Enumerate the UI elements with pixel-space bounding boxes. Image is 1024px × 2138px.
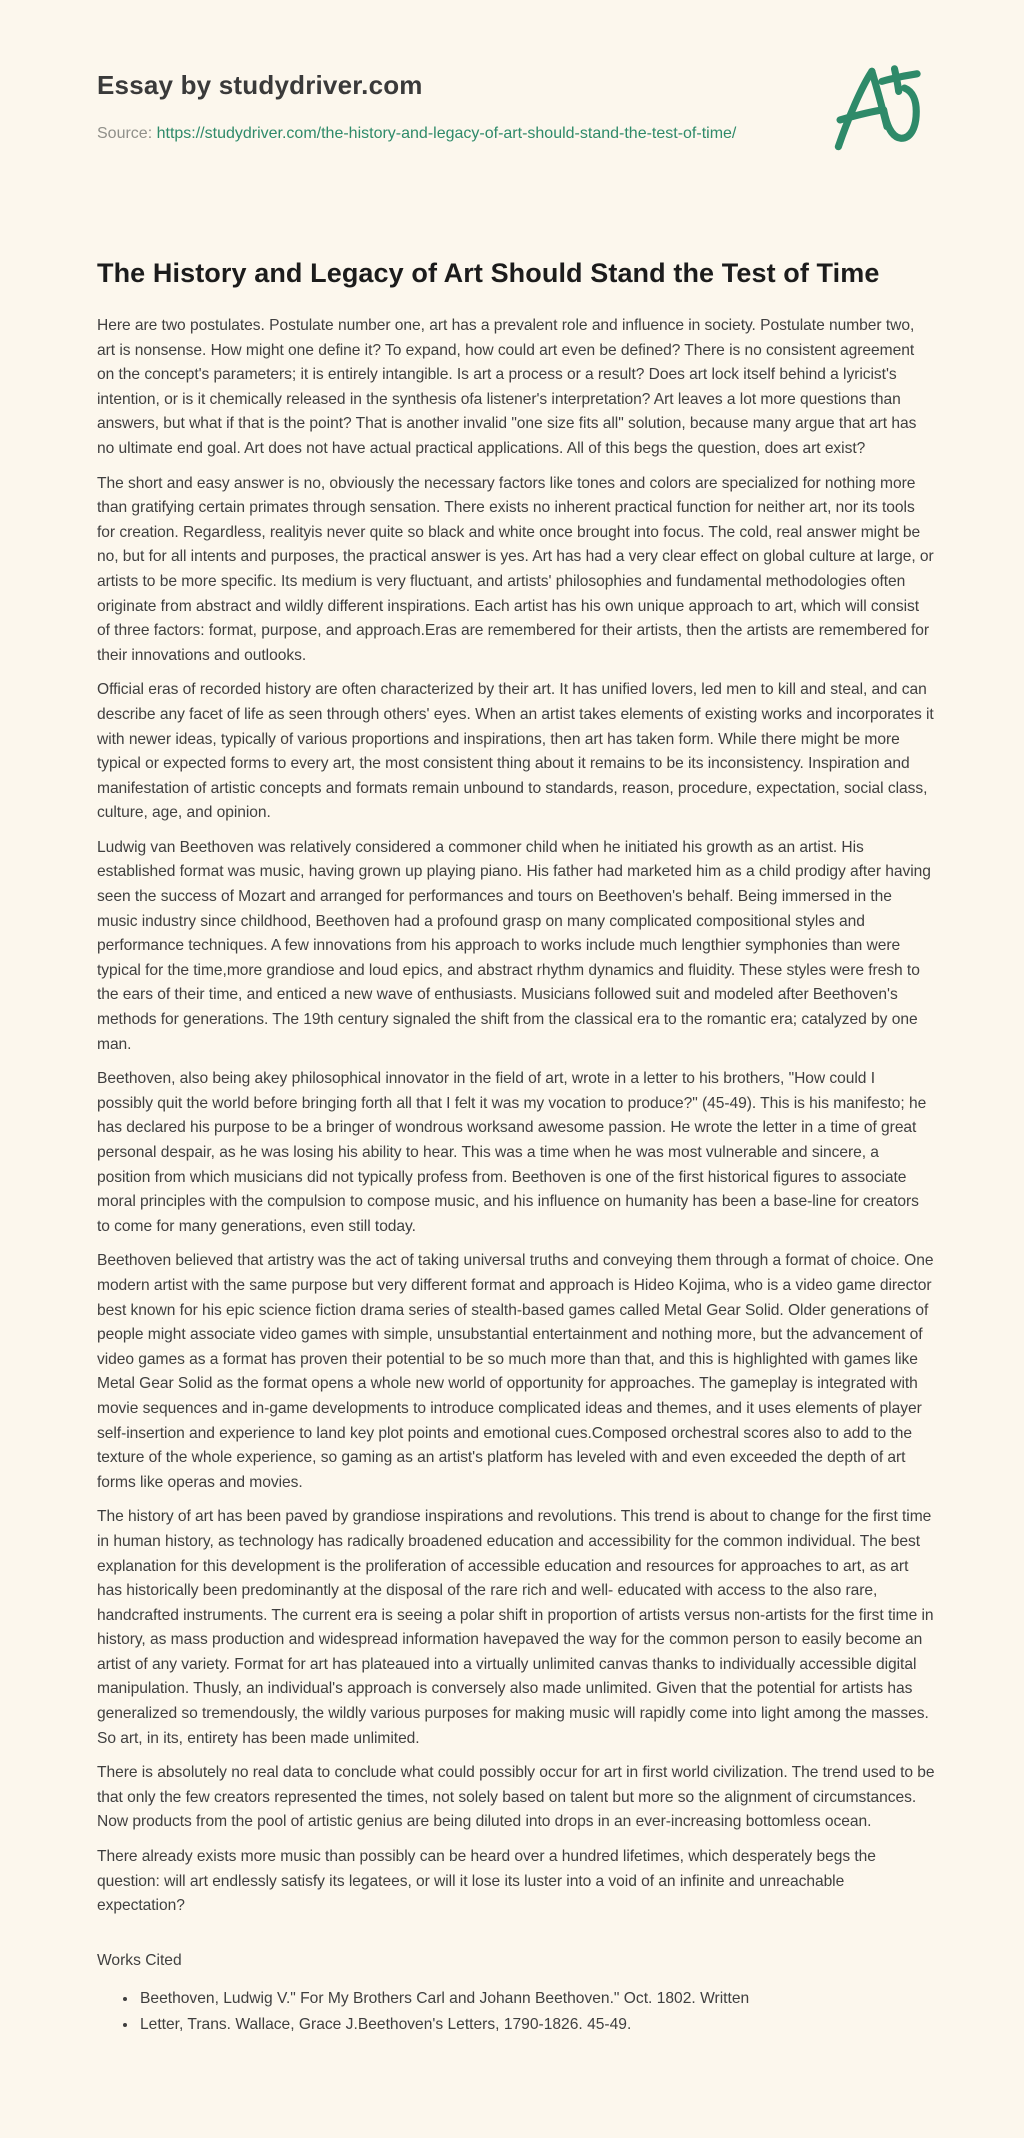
works-cited-heading: Works Cited — [97, 1951, 182, 1969]
works-cited-list — [97, 1986, 935, 2038]
essay-paragraph-9: There already exists more music than possibly can be heard over a hundred lifetimes, which desperately begs the question: will art endlessly satisfy its legatees, or will it lose its luster into a void of an infinite and unreachable expectation? — [97, 1848, 876, 1915]
essay-paragraph-5: Beethoven, also being akey philosophical innovator in the field of art, wrote in a letter to his brothers, "How could I possibly quit the world before bringing forth all that I felt it was my vocation to produce?" (45-49). This is his manifesto; he has declared his purpose to be a bringer of wondrous worksand awesome passion. He wrote the letter in a time of great personal despair, as he was losing his ability to hear. This was a time when he was most vulnerable and sincere, a position from which musicians did not typically profess from. Beethoven is one of the first historical figures to associate moral principles with the compulsion to compose music, and his influence on humanity has been a base-line for creators to come for many generations, even still today. — [97, 1070, 927, 1235]
essay-body — [97, 255, 935, 2038]
essay-paragraph-4: Ludwig van Beethoven was relatively considered a commoner child when he initiated his growth as an artist. His established format was music, having grown up playing piano. His father had marketed him as a child prodigy after having seen the success of Mozart and arranged for performances and tours on Beethoven's behalf. Being immersed in the music industry since childhood, Beethoven had a profound grasp on many complicated compositional styles and performance techniques. A few innovations from his approach to works include much lengthier symphonies than were typical for the time,more grandiose and loud epics, and abstract rhythm dynamics and fluidity. These styles were fresh to the ears of their time, and enticed a new wave of enthusiasts. Musicians followed suit and modeled after Beethoven's methods for generations. The 19th century signaled the shift from the classical era to the romantic era; catalyzed by one man. — [97, 838, 931, 1053]
essay-title: The History and Legacy of Art Should Stand the Test of Time — [97, 258, 880, 288]
source-line — [97, 125, 935, 143]
source-link[interactable]: https://studydriver.com/the-history-and-legacy-of-art-should-stand-the-test-of-time/ — [156, 125, 737, 142]
source-label: Source: — [97, 125, 153, 142]
essay-paragraph-6: Beethoven believed that artistry was the act of taking universal truths and conveying them through a format of choice. One modern artist with the same purpose but very different format and approach is Hideo Kojima, who is a video game director best known for his epic science fiction drama series of stealth-based games called Metal Gear Solid. Older generations of people might associate video games with simple, unsubstantial entertainment and nothing more, but the advancement of video games as a format has proven their potential to be so much more than that, and this is highlighted with games like Metal Gear Solid as the format opens a whole new world of opportunity for approaches. The gameplay is integrated with movie sequences and in-game developments to introduce complicated ideas and themes, and it uses elements of player self-insertion and experience to land key plot points and emotional cues.Composed orchestral scores also to add to the texture of the whole experience, so gaming as an artist's platform has leveled with and even exceeded the depth of art forms like operas and movies. — [97, 1252, 934, 1491]
citation-item: • Beethoven, Ludwig V." For My Brothers Carl and Johann Beethoven." Oct. 1802. Written — [138, 1986, 935, 2012]
essay-paragraph-1: Here are two postulates. Postulate number one, art has a prevalent role and influence in society. Postulate number two, art is nonsense. How might one define it? To expand, how could art even be defined? There is no consistent agreement on the concept's parameters; it is entirely intangible. Is art a process or a result? Does art lock itself behind a lyricist's intention, or is it chemically released in the synthesis ofa listener's interpretation? Art leaves a lot more questions than answers, but what if that is the point? That is another invalid "one size fits all" solution, because many argue that art has no ultimate end goal. Art does not have actual practical applications. All of this begs the question, does art exist? — [97, 317, 917, 457]
a-plus-icon — [830, 52, 964, 166]
byline-heading: Essay by studydriver.com — [97, 70, 423, 100]
citation-item: • Letter, Trans. Wallace, Grace J.Beethoven's Letters, 1790-1826. 45-49. — [138, 2012, 935, 2038]
essay-paragraph-7: The history of art has been paved by grandiose inspirations and revolutions. This trend is about to change for the first time in human history, as technology has radically broadened education and accessibility for the common individual. The best explanation for this development is the proliferation of accessible education and resources for approaches to art, as art has historically been predominantly at the disposal of the rare rich and well- educated with access to the also rare, handcrafted instruments. The current era is seeing a polar shift in proportion of artists versus non-artists for the first time in history, as mass production and widespread information havepaved the way for the common person to easily become an artist of any variety. Format for art has plateaued into a virtually unlimited canvas thanks to individually accessible digital manipulation. Thusly, an individual's approach is conversely also made unlimited. Given that the potential for artists has generalized so tremendously, the wildly various purposes for making music will rapidly come into light among the masses. So art, in its, entirety has been made unlimited. — [97, 1508, 934, 1747]
essay-paragraph-8: There is absolutely no real data to conclude what could possibly occur for art in first world civilization. The trend used to be that only the few creators represented the times, not solely based on talent but more so the alignment of circumstances. Now products from the pool of artistic genius are being diluted into drops in an ever-increasing bottomless ocean. — [97, 1764, 935, 1831]
essay-paragraph-3: Official eras of recorded history are often characterized by their art. It has unified lovers, led men to kill and steal, and can describe any facet of life as seen through others' eyes. When an artist takes elements of existing works and incorporates it with newer ideas, typically of various proportions and inspirations, then art has taken form. While there might be more typical or expected forms to every art, the most consistent thing about it remains to be its inconsistency. Inspiration and manifestation of artistic concepts and formats remain unbound to standards, reason, procedure, expectation, social class, culture, age, and opinion. — [97, 681, 934, 822]
essay-paragraph-2: The short and easy answer is no, obviously the necessary factors like tones and colors are specialized for nothing more than gratifying certain primates through sensation. There exists no inherent practical function for neither art, nor its tools for creation. Regardless, realityis never quite so black and white once brought into focus. The cold, real answer might be no, but for all intents and purposes, the practical answer is yes. Art has had a very clear effect on global culture at large, or artists to be more specific. Its medium is very fluctuant, and artists' philosophies and fundamental methodologies often originate from abstract and wildly different inspirations. Each artist has his own unique approach to art, which will consist of three factors: format, purpose, and approach.Eras are remembered for their artists, then the artists are remembered for their innovations and outlooks. — [97, 474, 934, 664]
page-header — [97, 70, 935, 143]
studydriver-logo — [830, 52, 964, 166]
